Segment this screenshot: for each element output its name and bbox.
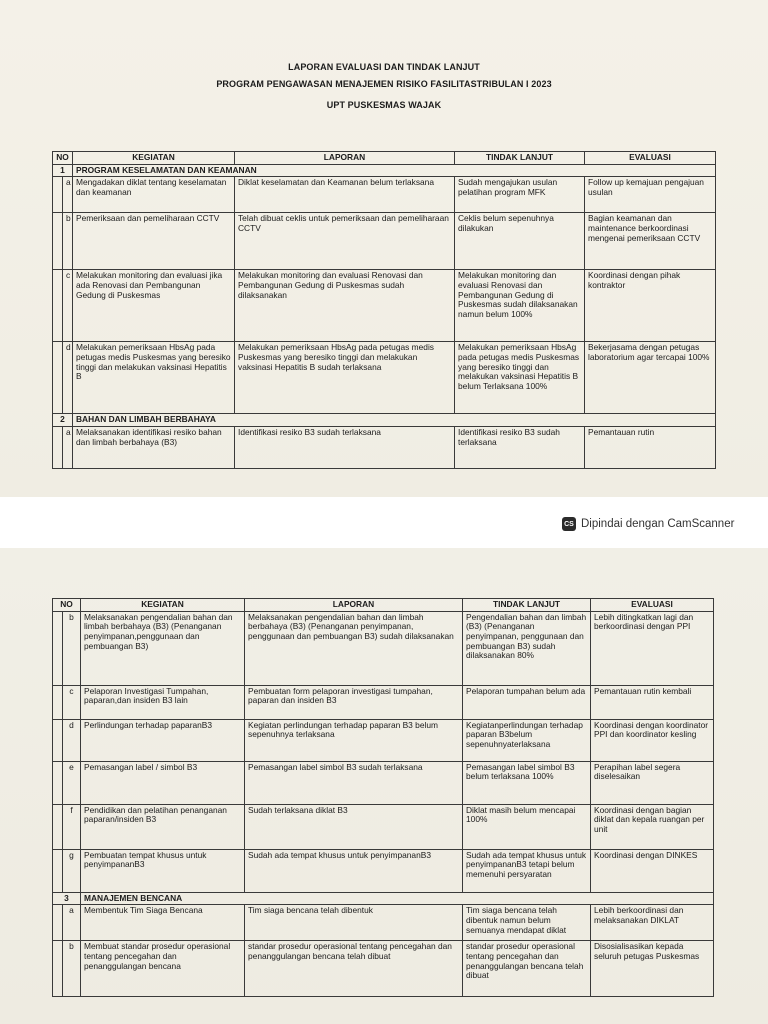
section-number: 3 [53,892,81,905]
institution-name: UPT PUSKESMAS WAJAK [326,100,442,110]
cell-kegiatan: Pemeriksaan dan pemeliharaan CCTV [73,213,235,270]
cell-laporan: Sudah terlaksana diklat B3 [245,804,463,849]
row-letter: e [63,761,81,804]
cell-evaluasi: Perapihan label segera diselesaikan [591,761,714,804]
row-letter: b [63,213,73,270]
row-letter: c [63,270,73,342]
table-row [53,426,716,468]
table-row [53,849,714,892]
section-row [53,414,716,427]
col-header-tindak-lanjut: TINDAK LANJUT [455,152,585,165]
cell-kegiatan: Membuat standar prosedur operasional tentang pencegahan dan penanggulangan bencana [81,941,245,997]
cell-kegiatan: Melaksanakan identifikasi resiko bahan dan limbah berbahaya (B3) [73,426,235,468]
col-header-evaluasi: EVALUASI [585,152,716,165]
report-title: LAPORAN EVALUASI DAN TINDAK LANJUT [288,62,480,72]
cell-tindak-lanjut: Pengendalian bahan dan limbah (B3) (Penanganan penyimpanan, penggunaan dan pembuangan B3) sudah dilaksanakan 80% [463,611,591,685]
cell-tindak-lanjut: Ceklis belum sepenuhnya dilakukan [455,213,585,270]
cell-laporan: Tim siaga bencana telah dibentuk [245,905,463,941]
table-row [53,761,714,804]
col-header-laporan: LAPORAN [245,599,463,612]
cell-laporan: Melakukan monitoring dan evaluasi Renovasi dan Pembangunan Gedung di Puskesmas sudah dilaksanakan [235,270,455,342]
section-number: 1 [53,164,73,177]
cell-tindak-lanjut: Kegiatanperlindungan terhadap paparan B3belum sepenuhnyaterlaksana [463,719,591,761]
table-row [53,177,716,213]
section-row [53,892,714,905]
cell-evaluasi: Koordinasi dengan DINKES [591,849,714,892]
cell-evaluasi: Lebih berkoordinasi dan melaksanakan DIKLAT [591,905,714,941]
table-row [53,905,714,941]
cell-kegiatan: Mengadakan diklat tentang keselamatan dan keamanan [73,177,235,213]
camscanner-icon: CS [562,517,576,531]
camscanner-watermark [562,514,734,534]
section-title: PROGRAM KESELAMATAN DAN KEAMANAN [73,164,716,177]
cell-evaluasi: Pemantauan rutin [585,426,716,468]
cell-kegiatan: Pembuatan tempat khusus untuk penyimpananB3 [81,849,245,892]
row-letter: d [63,719,81,761]
cell-tindak-lanjut: Diklat masih belum mencapai 100% [463,804,591,849]
cell-laporan: Telah dibuat ceklis untuk pemeriksaan dan pemeliharaan CCTV [235,213,455,270]
cell-tindak-lanjut: Pemasangan label simbol B3 belum terlaksana 100% [463,761,591,804]
cell-tindak-lanjut: Sudah mengajukan usulan pelatihan program MFK [455,177,585,213]
cell-laporan: Kegiatan perlindungan terhadap paparan B3 belum sepenuhnya terlaksana [245,719,463,761]
col-header-laporan: LAPORAN [235,152,455,165]
col-header-tindak-lanjut: TINDAK LANJUT [463,599,591,612]
cell-laporan: Melaksanakan pengendalian bahan dan limbah berbahaya (B3) (Penanganan penyimpanan, penggunaan dan pembuangan B3) sudah dilaksanakan [245,611,463,685]
table-row [53,941,714,997]
report-subtitle: PROGRAM PENGAWASAN MENAJEMEN RISIKO FASILITASTRIBULAN I 2023 [216,79,552,89]
col-header-evaluasi: EVALUASI [591,599,714,612]
cell-evaluasi: Disosialisasikan kepada seluruh petugas Puskesmas [591,941,714,997]
section-title: BAHAN DAN LIMBAH BERBAHAYA [73,414,716,427]
cell-evaluasi: Bekerjasama dengan petugas laboratorium agar tercapai 100% [585,342,716,414]
table-row [53,719,714,761]
row-letter: f [63,804,81,849]
row-letter: a [63,905,81,941]
cell-tindak-lanjut: Tim siaga bencana telah dibentuk namun belum semuanya mendapat diklat [463,905,591,941]
cell-kegiatan: Perlindungan terhadap paparanB3 [81,719,245,761]
cell-evaluasi: Koordinasi dengan koordinator PPI dan koordinator kesling [591,719,714,761]
section-number: 2 [53,414,73,427]
cell-tindak-lanjut: Melakukan pemeriksaan HbsAg pada petugas medis Puskesmas yang beresiko tinggi dan melakukan vaksinasi Hepatitis B belum Terlaksana 100% [455,342,585,414]
table-row [53,213,716,270]
row-letter: d [63,342,73,414]
table-row [53,342,716,414]
row-letter: c [63,685,81,719]
evaluation-table-page-1 [52,151,716,469]
table-header-row [53,599,714,612]
cell-laporan: Pemasangan label simbol B3 sudah terlaksana [245,761,463,804]
cell-laporan: Pembuatan form pelaporan investigasi tumpahan, paparan dan insiden B3 [245,685,463,719]
col-header-no: NO [53,152,73,165]
cell-tindak-lanjut: Melakukan monitoring dan evaluasi Renovasi dan Pembangunan Gedung di Puskesmas sudah dilaksanakan namun belum 100% [455,270,585,342]
row-letter: b [63,941,81,997]
table-header-row [53,152,716,165]
cell-kegiatan: Melaksanakan pengendalian bahan dan limbah berbahaya (B3) (Penanganan penyimpanan,penggunaan dan pembuangan B3) [81,611,245,685]
cell-tindak-lanjut: Sudah ada tempat khusus untuk penyimpananB3 tetapi belum memenuhi persyaratan [463,849,591,892]
table-row [53,611,714,685]
cell-evaluasi: Bagian keamanan dan maintenance berkoordinasi mengenai pemeriksaan CCTV [585,213,716,270]
cell-evaluasi: Koordinasi dengan pihak kontraktor [585,270,716,342]
camscanner-label: Dipindai dengan CamScanner [581,518,735,530]
cell-kegiatan: Pendidikan dan pelatihan penanganan paparan/insiden B3 [81,804,245,849]
table-row [53,685,714,719]
cell-tindak-lanjut: standar prosedur operasional tentang pencegahan dan penanggulangan bencana telah dibuat [463,941,591,997]
row-letter: a [63,426,73,468]
cell-laporan: Identifikasi resiko B3 sudah terlaksana [235,426,455,468]
row-letter: g [63,849,81,892]
cell-laporan: Melakukan pemeriksaan HbsAg pada petugas medis Puskesmas yang beresiko tinggi dan melakukan vaksinasi Hepatitis B sudah terlaksana [235,342,455,414]
row-letter: b [63,611,81,685]
col-header-kegiatan: KEGIATAN [73,152,235,165]
cell-tindak-lanjut: Identifikasi resiko B3 sudah terlaksana [455,426,585,468]
cell-laporan: Diklat keselamatan dan Keamanan belum terlaksana [235,177,455,213]
table-row [53,270,716,342]
cell-evaluasi: Pemantauan rutin kembali [591,685,714,719]
cell-laporan: standar prosedur operasional tentang pencegahan dan penanggulangan bencana telah dibuat [245,941,463,997]
cell-kegiatan: Pemasangan label / simbol B3 [81,761,245,804]
cell-evaluasi: Follow up kemajuan pengajuan usulan [585,177,716,213]
col-header-kegiatan: KEGIATAN [81,599,245,612]
table-row [53,804,714,849]
cell-kegiatan: Melakukan pemeriksaan HbsAg pada petugas medis Puskesmas yang beresiko tinggi dan melakukan vaksinasi Hepatitis B [73,342,235,414]
col-header-no: NO [53,599,81,612]
row-letter: a [63,177,73,213]
cell-laporan: Sudah ada tempat khusus untuk penyimpananB3 [245,849,463,892]
evaluation-table-page-2 [52,598,714,997]
cell-kegiatan: Membentuk Tim Siaga Bencana [81,905,245,941]
cell-kegiatan: Pelaporan Investigasi Tumpahan, paparan,dan insiden B3 lain [81,685,245,719]
cell-evaluasi: Koordinasi dengan bagian diklat dan kepala ruangan per unit [591,804,714,849]
section-title: MANAJEMEN BENCANA [81,892,714,905]
cell-kegiatan: Melakukan monitoring dan evaluasi jika ada Renovasi dan Pembangunan Gedung di Puskesmas [73,270,235,342]
cell-evaluasi: Lebih ditingkatkan lagi dan berkoordinasi dengan PPI [591,611,714,685]
section-row [53,164,716,177]
cell-tindak-lanjut: Pelaporan tumpahan belum ada [463,685,591,719]
